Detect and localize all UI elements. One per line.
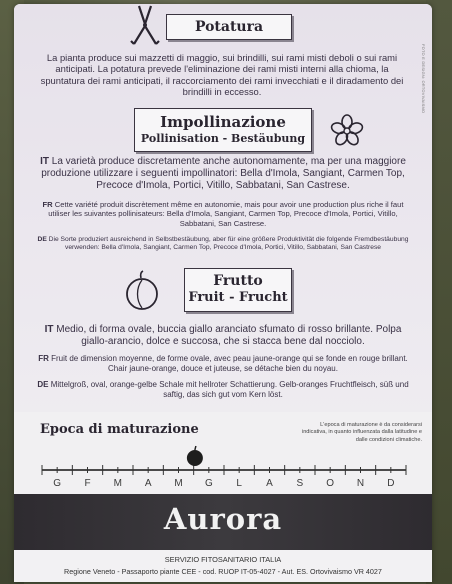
month-label: O <box>326 478 335 489</box>
pollination-fr-tag: FR <box>42 200 53 209</box>
pollination-de-text: Die Sorte produziert ausreichend in Selbstbestäubung, aber für eine größere Produktivität die folgende Fremdbestäubung verwenden: Bella d'Imola, Sangiant, Carmen Top, Precoce d'Imola, Portici, Vitillo, Sabbatani, San Castrese <box>48 236 409 252</box>
ripening-section <box>14 412 432 494</box>
pruning-shears-icon <box>126 4 164 48</box>
pollination-de <box>20 236 426 252</box>
footer <box>14 550 432 582</box>
pollination-fr-text: Cette variété produit discrètement même en autonomie, mais pour avoir une production plus riche il faut utiliser les suivantes pollinisateurs: Bella d'Imola, Sangiant, Carmen Top, Precoce d'Imola, Portici, Vitillo, Sabbatani, San Castrese. <box>48 200 404 228</box>
pollination-de-tag: DE <box>37 236 47 243</box>
ripening-marker <box>187 450 203 466</box>
month-label: A <box>144 478 152 489</box>
pollination-fr <box>36 200 410 228</box>
plant-label-card <box>14 4 432 582</box>
fruit-it-text: Medio, di forma ovale, buccia giallo aranciato sfumato di rosso brillante. Polpa giallo-arancio, dolce e succosa, che si stacca bene dal nocciolo. <box>56 324 402 348</box>
month-label: A <box>266 478 273 489</box>
fruit-title <box>184 268 292 312</box>
fruit-it <box>36 324 410 348</box>
fruit-fr-tag: FR <box>38 354 49 363</box>
side-code: FOTO E DESIGN: ORTOVIVAISMO <box>421 44 426 114</box>
pollination-it-text: La varietà produce discretamente anche autonomamente, ma per una maggiore produzione utilizzare i seguenti impollinatori: Bella d'Imola, Sangiant, Carmen Top, Precoce d'Imola, Portici, Vitillo, Sabbatani, San Castrese. <box>41 156 406 192</box>
pollination-it-tag: IT <box>40 156 49 167</box>
pruning-title <box>166 14 292 40</box>
fruit-subtitle: Fruit - Frucht <box>188 290 288 305</box>
month-label: S <box>296 478 304 489</box>
month-label: G <box>53 478 62 489</box>
fruit-fr-text: Fruit de dimension moyenne, de forme ovale, avec peau jaune-orange qui se fonde en rouge brillant. Chair jaune-orange, douce et juteuse, se détache bien du noyau. <box>51 354 408 373</box>
pollination-subtitle: Pollinisation - Bestäubung <box>140 132 306 145</box>
month-label: L <box>236 478 242 489</box>
fruit-de <box>32 380 414 400</box>
month-label: F <box>84 478 91 489</box>
ripening-marker-stem <box>195 446 196 450</box>
pollination-title <box>134 108 312 152</box>
flower-icon <box>330 114 364 148</box>
variety-name: Aurora <box>163 502 283 536</box>
month-label: M <box>113 478 122 489</box>
month-label: G <box>204 478 213 489</box>
fruit-de-tag: DE <box>37 380 49 389</box>
month-label: N <box>356 478 365 489</box>
pruning-title-text: Potatura <box>194 19 264 35</box>
ripening-note: L'epoca di maturazione è da considerarsi indicativa, in quanto influenzata dalla latitudine e dalle condizioni climatiche. <box>301 422 422 443</box>
fruit-de-text: Mittelgroß, oval, orange-gelbe Schale mit hellroter Schattierung. Gelb-oranges Fruchtfleisch, süß und saftig, das sich gut vom Kern löst. <box>50 380 409 399</box>
ripening-title: Epoca di maturazione <box>40 422 199 437</box>
variety-band <box>14 494 432 550</box>
apricot-icon <box>124 270 160 312</box>
ripening-scale <box>14 412 432 494</box>
fruit-fr <box>32 354 414 374</box>
fruit-it-tag: IT <box>44 324 54 335</box>
pruning-text: La pianta produce sui mazzetti di maggio, sui brindilli, sui rami misti deboli o sui rami anticipati. La potatura prevede l'eliminazione dei rami misti interni alla chioma, la spuntatura dei rami anticipati, il raccorciamento dei rami invecchiati e il diradamento dei brindilli in eccesso. <box>40 52 404 98</box>
month-label: M <box>174 478 183 489</box>
month-label: D <box>387 478 395 489</box>
pollination-it <box>36 156 410 193</box>
footer-line2: Regione Veneto - Passaporto piante CEE - cod. RUOP IT-05-4027 - Aut. ES. Ortovivaismo VR 4027 <box>64 567 382 576</box>
pollination-title-text: Impollinazione <box>160 113 286 131</box>
footer-line1: SERVIZIO FITOSANITARIO ITALIA <box>164 555 282 564</box>
fruit-title-text: Frutto <box>213 273 263 289</box>
